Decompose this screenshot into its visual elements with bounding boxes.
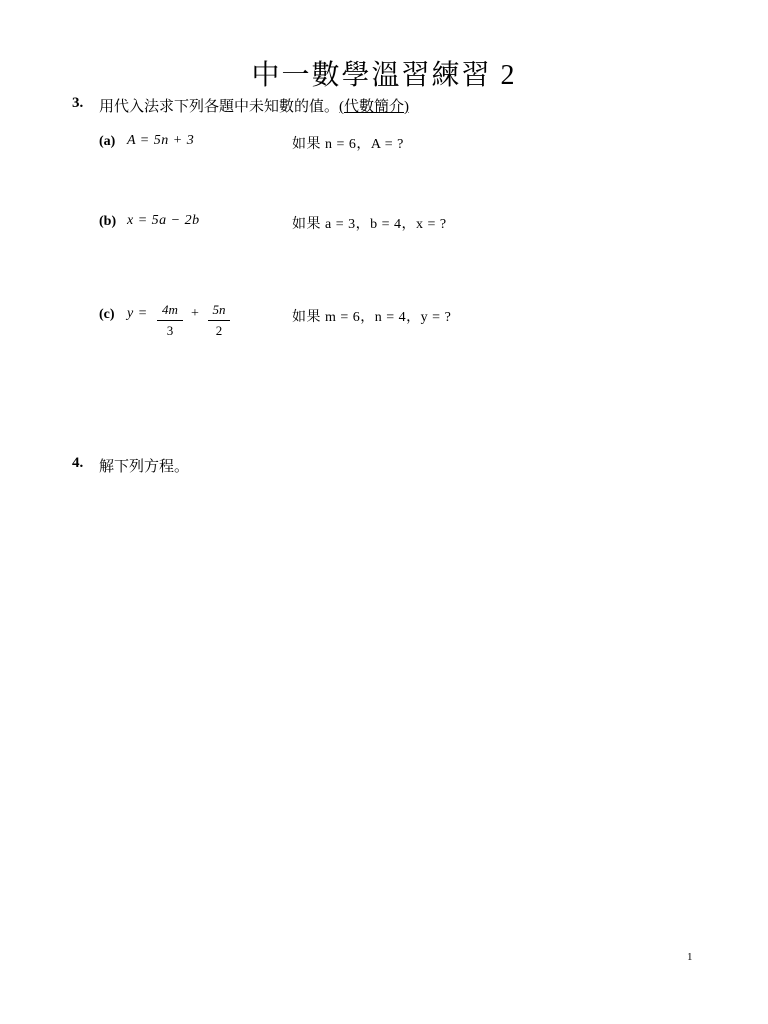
part-a-label: (a) xyxy=(99,134,116,149)
question-3-instruction: 用代入法求下列各題中未知數的值。 xyxy=(99,99,340,115)
part-c-label: (c) xyxy=(99,307,115,322)
part-c-lhs: y = xyxy=(127,306,148,321)
question-4-number: 4. xyxy=(72,455,84,471)
algebra-intro-link[interactable]: (代數簡介) xyxy=(339,99,410,115)
fraction-1-denominator: 3 xyxy=(166,323,174,338)
page-number: 1 xyxy=(687,951,693,963)
part-c-condition: 如果 m = 6，n = 4，y = ? xyxy=(292,310,452,325)
part-a-condition: 如果 n = 6，A = ? xyxy=(292,137,404,152)
part-b-expression: x = 5a − 2b xyxy=(127,213,200,228)
part-a-expression: A = 5n + 3 xyxy=(127,133,195,148)
part-c-plus: + xyxy=(191,306,200,321)
part-b-condition: 如果 a = 3，b = 4，x = ? xyxy=(292,217,447,232)
fraction-2-denominator: 2 xyxy=(215,323,223,338)
question-4-instruction: 解下列方程。 xyxy=(99,459,190,475)
question-3-instruction-row xyxy=(99,95,409,116)
part-c-fraction-1 xyxy=(157,302,183,339)
part-b-label: (b) xyxy=(99,214,117,229)
question-3-number: 3. xyxy=(72,95,84,111)
fraction-2-numerator: 5n xyxy=(208,302,230,321)
page-title: 中一數學溫習練習 2 xyxy=(251,60,517,91)
part-c-fraction-2 xyxy=(208,302,230,339)
fraction-1-numerator: 4m xyxy=(157,302,183,321)
